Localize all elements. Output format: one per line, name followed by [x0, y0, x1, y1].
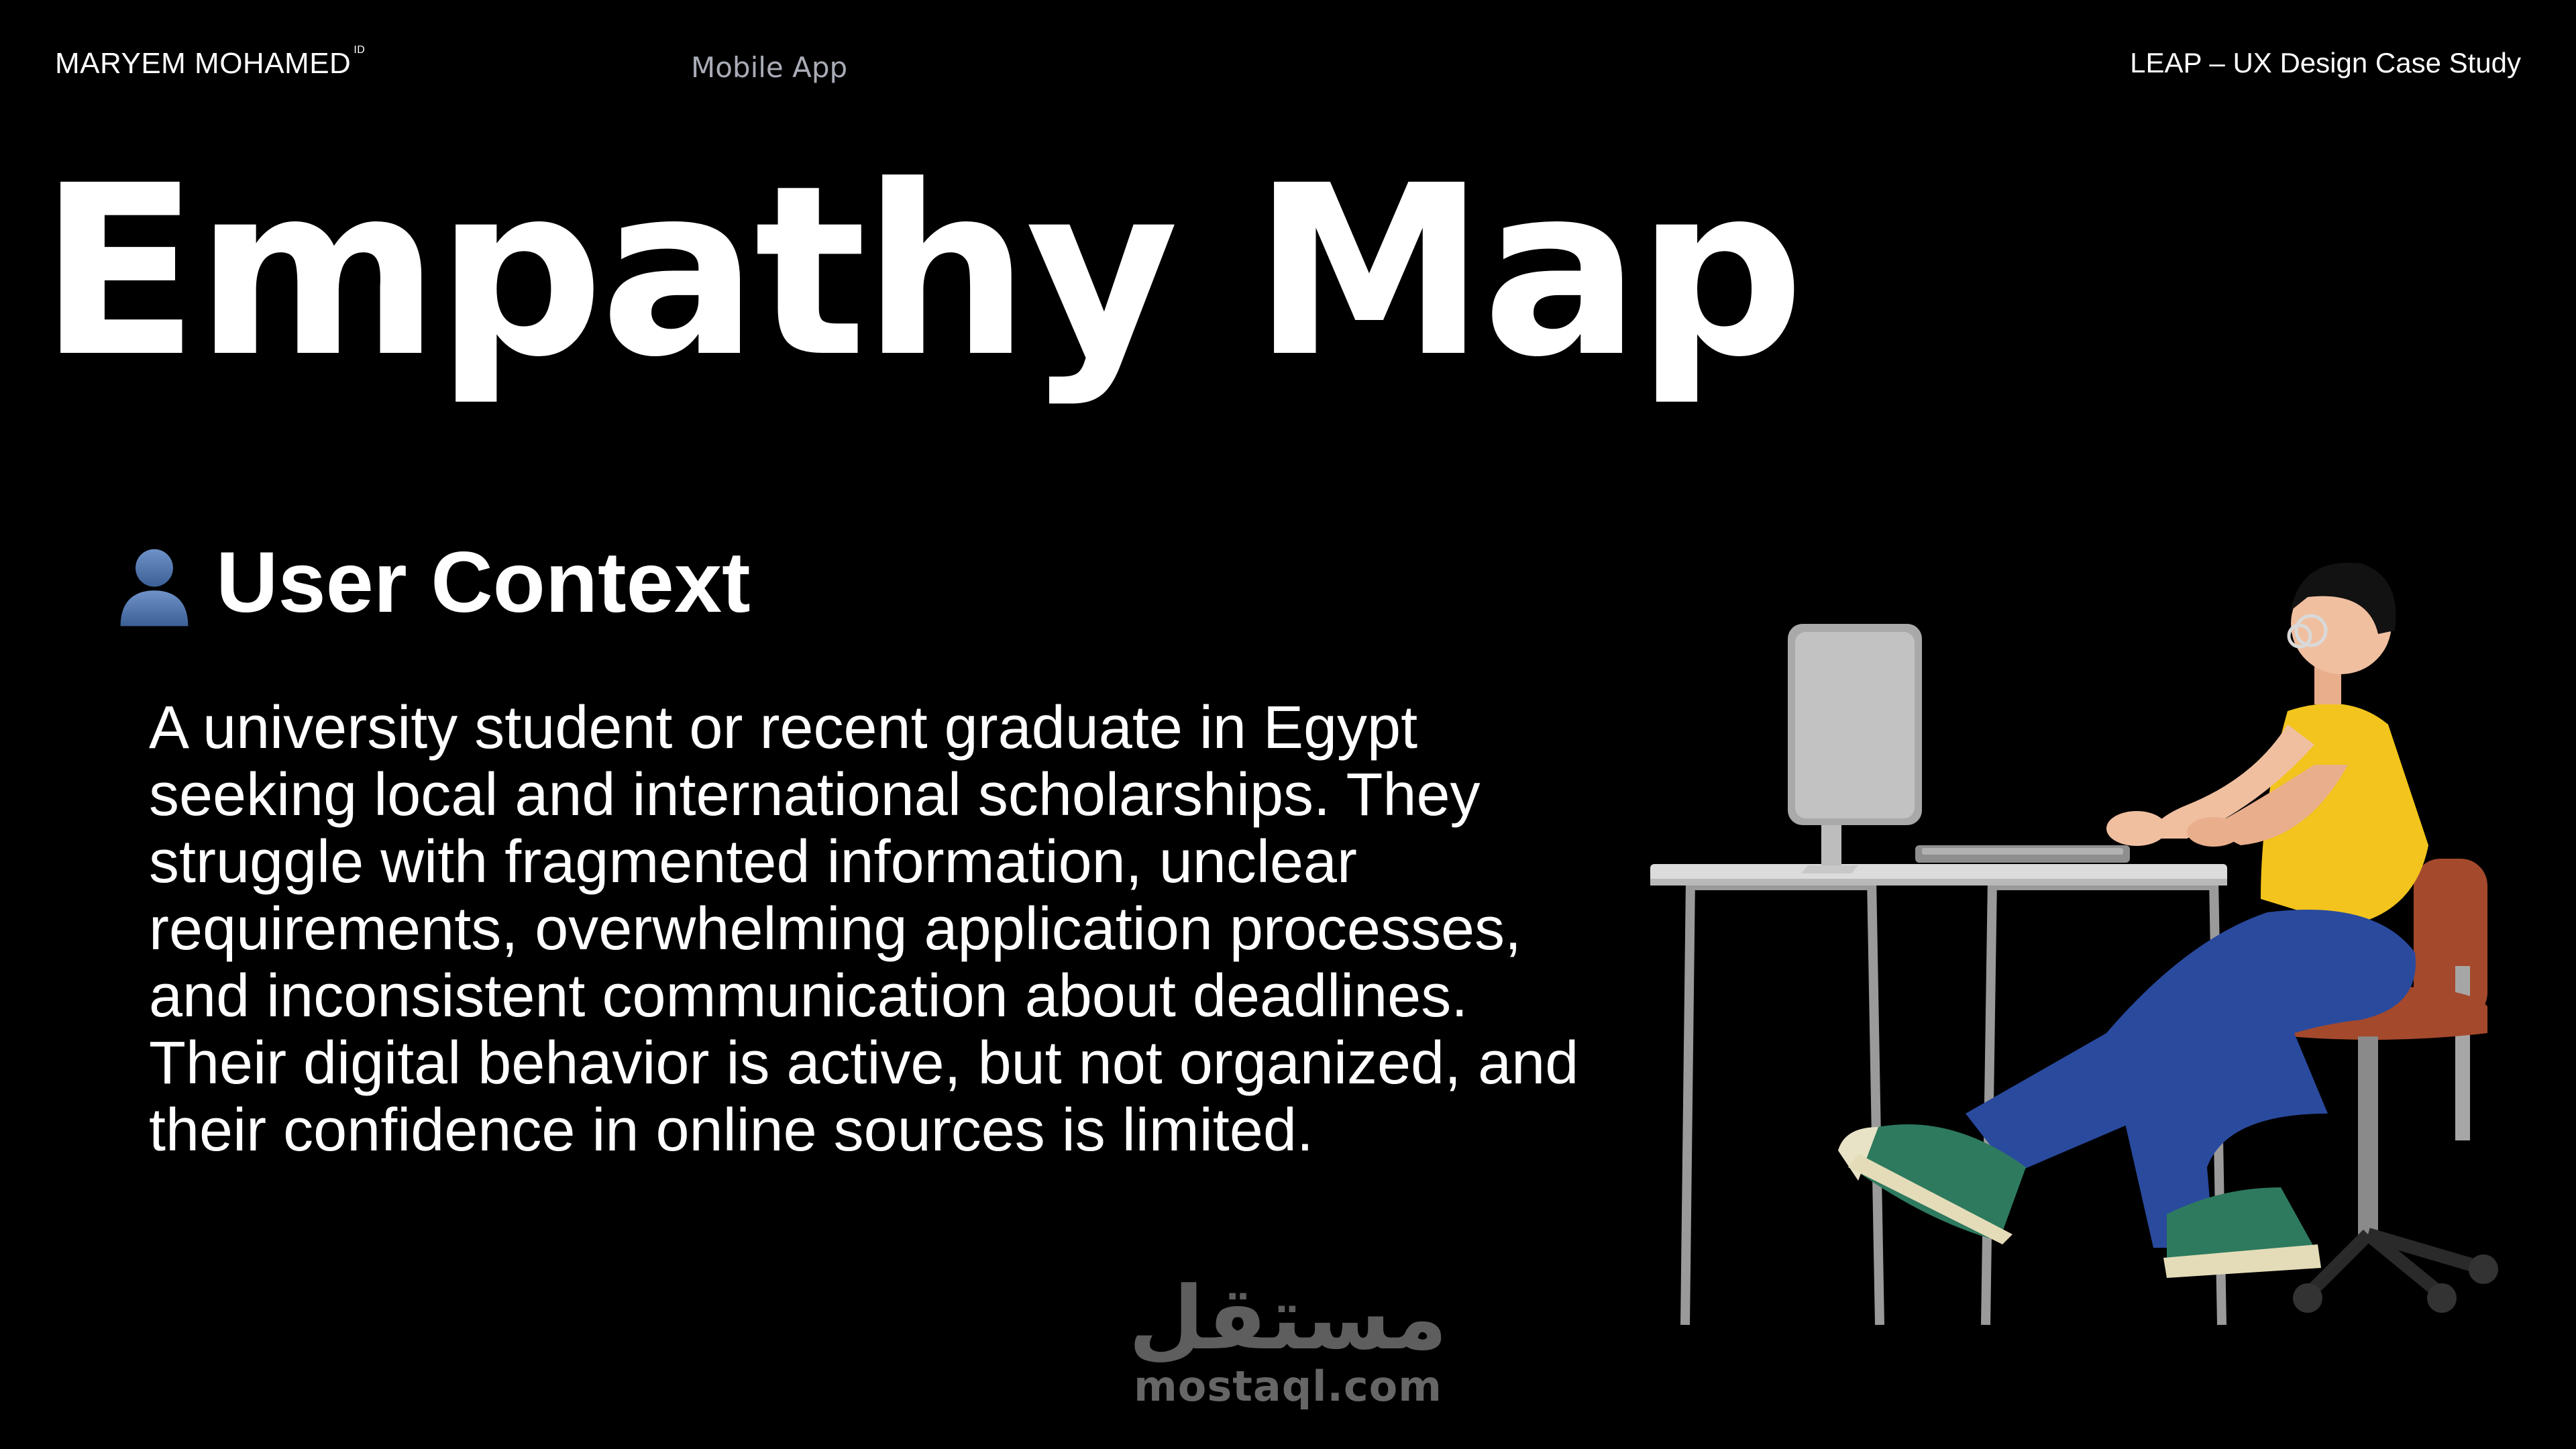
case-study-label: LEAP – UX Design Case Study: [2130, 47, 2521, 78]
student-at-desk-illustration: [1637, 523, 2509, 1348]
watermark-arabic: مستقل: [1128, 1267, 1448, 1369]
brand-mark: ID: [354, 44, 366, 56]
brand-name: MARYEM MOHAMED $^{ID}$: [55, 44, 366, 80]
person-silhouette-icon: [107, 536, 201, 630]
watermark-url: mostaql.com: [1134, 1362, 1442, 1411]
category-label: Mobile App: [691, 51, 848, 84]
page-title: Empathy Map: [39, 135, 1801, 409]
section-title: User Context: [216, 535, 751, 631]
watermark: [1127, 1267, 1449, 1411]
section-header: [107, 533, 751, 632]
user-context-text: A university student or recent graduate in Egypt seeking local and international scholarships. They struggle with fragmented information, unclear requirements, overwhelming application processes, and inconsistent communication about deadlines. Their digital behavior is active, but not organized, and their confidence in online sources is limited.: [149, 694, 1579, 1164]
